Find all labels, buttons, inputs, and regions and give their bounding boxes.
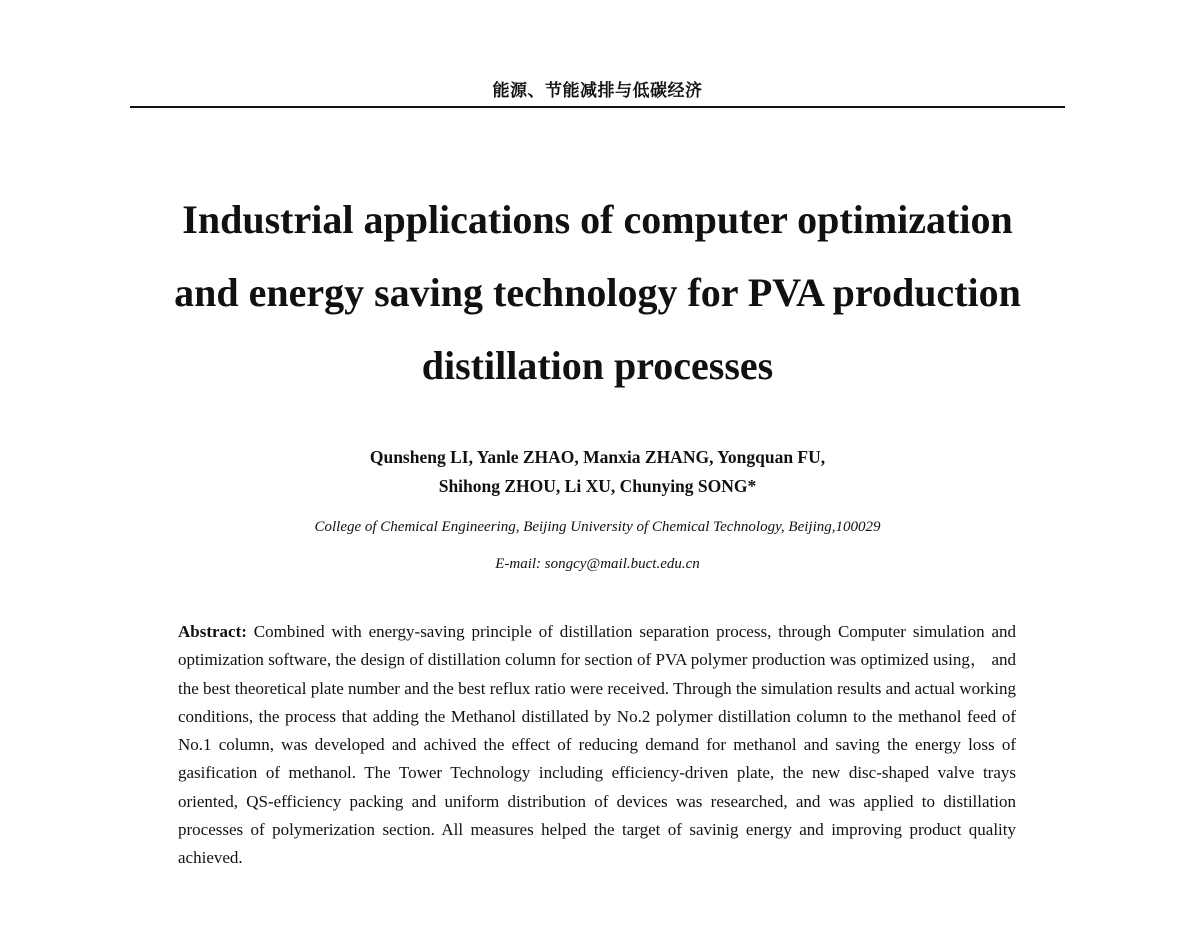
title-line-3: distillation processes [421,343,774,388]
paper-title [80,183,1115,402]
author-list [130,443,1065,501]
abstract-text: Combined with energy-saving principle of distillation separation process, through Computer simulation and optimization software, the design of distillation column for section of PVA polymer production was optimized using， and the best theoretical plate number and the best reflux ratio were received. Through the simulation results and actual working conditions, the process that adding the Methanol distillated by No.2 polymer distillation column to the methanol feed of No.1 column, was developed and achived the effect of reducing demand for methanol and saving the energy loss of gasification of methanol. The Tower Technology including efficiency-driven plate, the new disc-shaped valve trays oriented, QS-efficiency packing and uniform distribution of devices was researched, and was applied to distillation processes of polymerization section. All measures helped the target of savinig energy and improving product quality achieved. [178,622,1017,868]
affiliation: College of Chemical Engineering, Beijing University of Chemical Technology, Beijing,100029 [314,519,881,535]
title-line-1: Industrial applications of computer optimization [182,197,1013,242]
abstract [178,618,1016,873]
running-header: 能源、节能减排与低碳经济 [492,81,703,101]
title-line-2: and energy saving technology for PVA production [174,270,1021,315]
authors-line-1: Qunsheng LI, Yanle ZHAO, Manxia ZHANG, Yongquan FU, [369,447,826,467]
header-rule [130,106,1065,108]
contact-email: E-mail: songcy@mail.buct.edu.cn [495,556,700,572]
authors-line-2: Shihong ZHOU, Li XU, Chunying SONG* [438,476,757,496]
abstract-label: Abstract: [178,622,247,641]
